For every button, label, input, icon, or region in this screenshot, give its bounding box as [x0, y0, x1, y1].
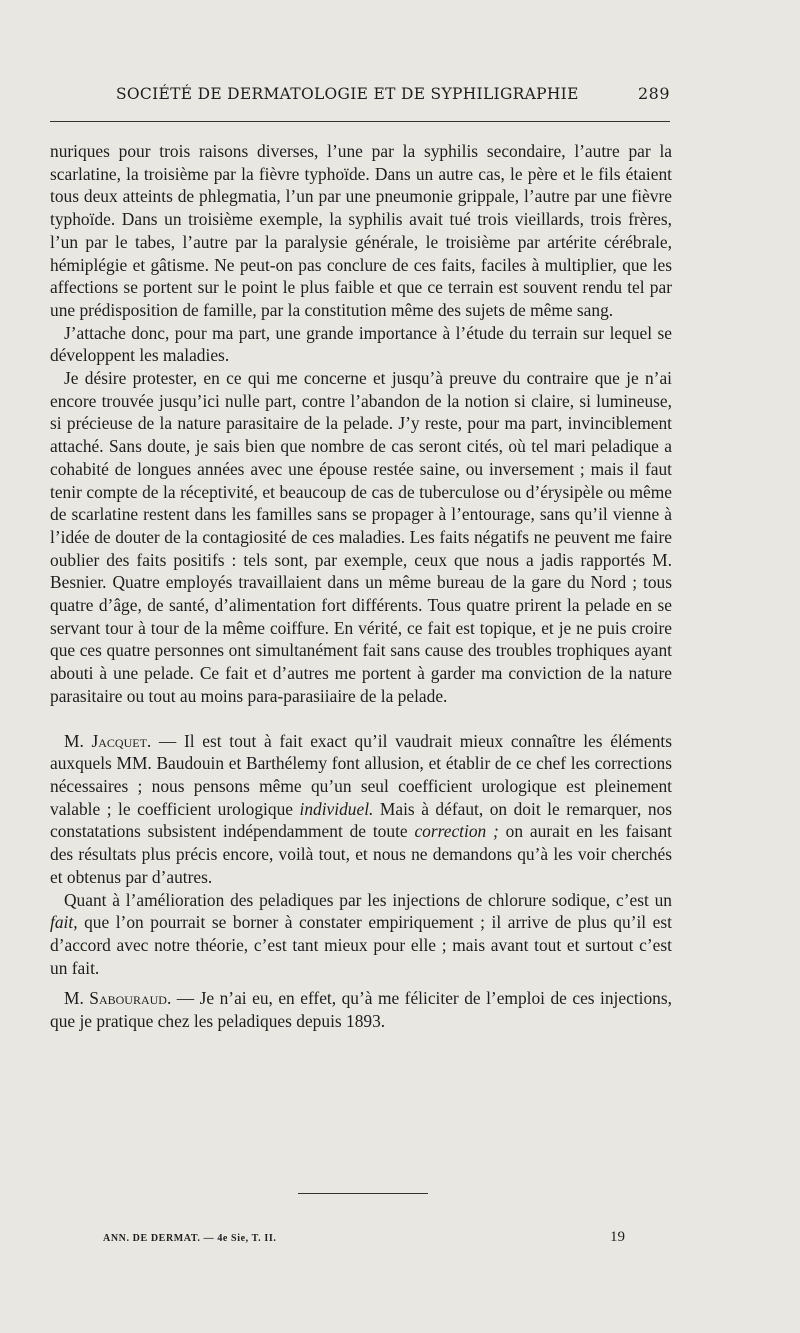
paragraph	[50, 889, 672, 980]
speaker-name: M. Sabouraud.	[64, 988, 172, 1009]
paragraph: Je désire protester, en ce qui me concerne et jusqu’à preuve du contraire que je n’ai encore trouvée jusqu’ici nulle part, contre l’abandon de la notion si claire, si lumineuse, si précieuse de la nature parasitaire de la pelade. J’y reste, pour ma part, invinciblement attaché. Sans doute, je sais bien que nombre de cas seront cités, où tel mari peladique a cohabité de longues années avec une épouse restée saine, ou inversement ; mais il faut tenir compte de la réceptivité, et beaucoup de cas de tuberculose ou d’érysipèle ou même de scarlatine restent dans les familles sans se propager à l’entourage, sans qu’il vienne à l’idée de douter de la contagiosité de ces maladies. Les faits négatifs ne peuvent me faire oublier des faits positifs : tels sont, par exemple, ceux que nous a jadis rapportés M. Besnier. Quatre employés travaillaient dans un même bureau de la gare du Nord ; tous quatre d’âge, de santé, d’alimentation fort différents. Tous quatre prirent la pelade en se servant tour à tour de la même coiffure. En vérité, ce fait est topique, et je ne puis croire que ces quatre personnes ont simultanément fait sans cause des troubles trophiques ayant abouti à une pelade. Ce fait et d’autres me portent à garder ma conviction de la nature parasitaire ou tout au moins para-parasiiaire de la pelade.	[50, 368, 672, 706]
journal-reference: ANN. DE DERMAT. — 4e Sie, T. II.	[103, 1233, 277, 1244]
page-footer	[103, 1229, 625, 1246]
italic-run: correction ;	[414, 821, 499, 842]
text-run: — Il est tout à fait exact qu’il vaudrait mieux connaître les éléments auxquels MM. Baudouin et Barthélemy font allusion, et établir de ce chef les corrections nécessaires ; nous pensons même qu’un seul coefficient urologique est pleinement valable ; le coefficient urologique	[50, 730, 672, 819]
page-number: 289	[637, 84, 670, 103]
paragraph: J’attache donc, pour ma part, une grande importance à l’étude du terrain sur lequel se développent les maladies.	[50, 322, 672, 366]
signature-mark: 19	[610, 1229, 625, 1245]
running-header	[50, 84, 670, 103]
italic-run: individuel.	[299, 798, 374, 819]
speaker-name: M. Jacquet.	[64, 730, 152, 751]
end-rule	[298, 1193, 428, 1194]
text-run: on aurait en les faisant des résultats plus précis encore, voilà tout, et nous ne demandons qu’à les voir cherchés et obtenus par d’autres.	[50, 821, 672, 887]
text-run: — Je n’ai eu, en effet, qu’à me féliciter de l’emploi de ces injections, que je pratique chez les peladiques depuis 1893.	[50, 988, 672, 1032]
running-title: SOCIÉTÉ DE DERMATOLOGIE ET DE SYPHILIGRAPHIE	[116, 85, 579, 103]
header-rule	[50, 121, 670, 122]
text-run: Quant à l’amélioration des peladiques par les injections de chlorure sodique, c’est un	[64, 889, 672, 910]
italic-run: fait,	[50, 912, 78, 933]
text-body	[50, 140, 672, 1033]
text-run: que l’on pourrait se borner à constater empiriquement ; il arrive de plus qu’il est d’accord avec notre théorie, c’est tant mieux pour elle ; mais avant tout et surtout c’est un fait.	[50, 912, 672, 978]
text-run: Mais à défaut, on doit le remarquer, nos constatations subsistent indépendamment de toute	[50, 798, 672, 842]
paragraph: nuriques pour trois raisons diverses, l’une par la syphilis secondaire, l’autre par la scarlatine, la troisième par la fièvre typhoïde. Dans un autre cas, le père et le fils étaient tous deux atteints de phlegmatia, l’un par une pneumonie grippale, l’autre par une fièvre typhoïde. Dans un troisième exemple, la syphilis avait tué trois vieillards, trois frères, l’un par le tabes, l’autre par la paralysie générale, le troisième par artérite cérébrale, hémiplégie et gâtisme. Ne peut-on pas conclure de ces faits, faciles à multiplier, que les affections se portent sur le point le plus faible et que ce terrain est souvent rendu tel par une prédisposition de famille, par la constitution même des sujets de même sang.	[50, 141, 672, 320]
paragraph-jacquet	[50, 730, 672, 889]
paragraph-sabouraud	[50, 987, 672, 1032]
